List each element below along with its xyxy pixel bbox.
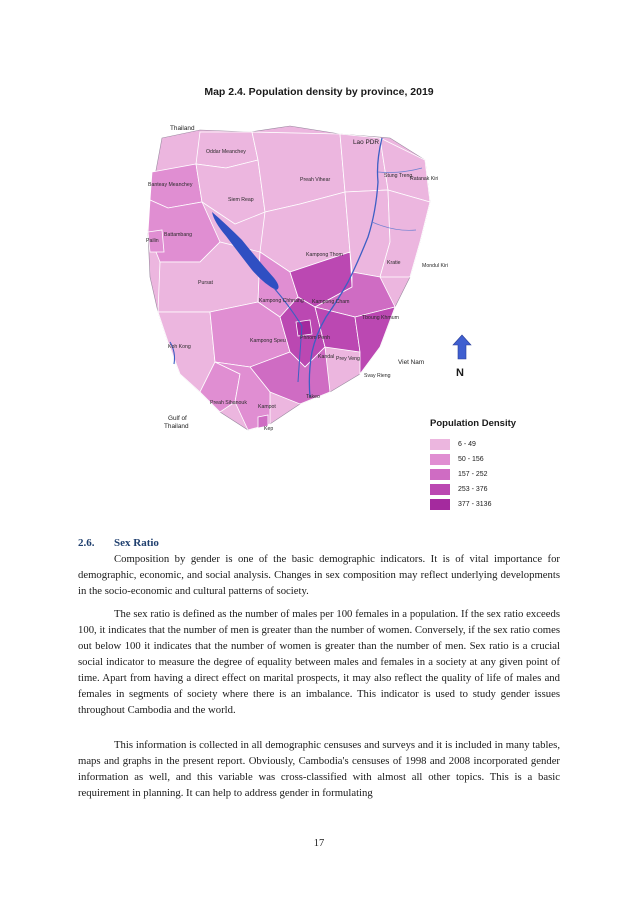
- legend-label: 253 - 376: [458, 486, 488, 493]
- paragraph-2: The sex ratio is defined as the number of males per 100 females in a population. If the sex ratio exceeds 100, it indicates that the number of men is greater than the number of women. Conversely, if the sex ratio comes out below 100 it indicates that the number of women is greater than the number of men. Sex ratio is a crucial social indicator to measure the degree of equality between males and females in a society at any given point of time. Apart from having a direct effect on marital prospects, it may also reflect the quality of life of males and females in segments of society where there is an imbalance. This indicator is used to study gender issues throughout Cambodia and the world.: [78, 608, 560, 716]
- section-number: 2.6.: [78, 537, 95, 549]
- label-thailand: Thailand: [170, 125, 195, 132]
- section-title: Sex Ratio: [114, 537, 159, 549]
- legend-item: [430, 482, 550, 497]
- label-kep: Kep: [264, 426, 274, 432]
- label-kampong-cham: Kampong Cham: [312, 299, 350, 305]
- label-tboung-khmum: Tboung Khmum: [362, 315, 399, 321]
- label-takeo: Takeo: [306, 394, 320, 400]
- north-label: N: [456, 367, 464, 379]
- legend-label: 157 - 252: [458, 471, 488, 478]
- label-koh-kong: Koh Kong: [168, 344, 191, 350]
- page-number: 17: [313, 838, 325, 849]
- legend-item: [430, 452, 550, 467]
- legend-swatch: [430, 499, 450, 510]
- label-kampong-chhnang: Kampong Chhnang: [259, 298, 304, 304]
- legend-swatch: [430, 484, 450, 495]
- legend-swatch: [430, 439, 450, 450]
- label-banteay-meanchey: Banteay Meanchey: [148, 182, 193, 188]
- label-viet-nam: Viet Nam: [398, 359, 425, 366]
- label-gulf-line2: Thailand: [164, 423, 189, 430]
- label-stung-treng: Stung Treng: [384, 173, 413, 179]
- label-prey-veng: Prey Veng: [336, 356, 360, 362]
- label-kandal: Kandal: [318, 354, 335, 360]
- label-phnom-penh: Phnom Penh: [300, 335, 330, 341]
- label-ratanakiri: Ratanak Kiri: [410, 176, 439, 182]
- legend-item: [430, 437, 550, 452]
- legend-swatch: [430, 469, 450, 480]
- paragraph-3: This information is collected in all demographic censuses and surveys and it is included in many tables, maps and graphs in the present report. Obviously, Cambodia's censuses of 1998 and 2008 incorporated gender information as well, and this variable was cross-classified with almost all other topics. This is a basic requirement in planning. It can help to address gender in formulating: [78, 739, 560, 799]
- label-kampong-speu: Kampong Speu: [250, 338, 286, 344]
- section-heading: [78, 537, 159, 549]
- label-kampot: Kampot: [258, 404, 276, 410]
- legend-label: 377 - 3136: [458, 501, 492, 508]
- legend-item: [430, 467, 550, 482]
- label-svay-rieng: Svay Rieng: [364, 373, 391, 379]
- legend-title: Population Density: [430, 418, 517, 429]
- label-battambang: Battambang: [164, 232, 192, 238]
- map-legend: [430, 418, 550, 512]
- label-kratie: Kratie: [387, 260, 401, 266]
- legend-label: 6 - 49: [458, 441, 476, 448]
- label-oddar-meanchey: Oddar Meanchey: [206, 149, 246, 155]
- legend-item: [430, 497, 550, 512]
- cambodia-population-density-map: [140, 112, 448, 442]
- label-gulf-line1: Gulf of: [168, 415, 187, 422]
- label-lao-pdr: Lao PDR: [353, 139, 379, 146]
- label-mondulkiri: Mondul Kiri: [422, 263, 448, 269]
- paragraph-1: Composition by gender is one of the basic demographic indicators. It is of vital importance for demographic, economic, and social analysis. Changes in sex composition may reflect underlying developments in the socio-economic and cultural patterns of society.: [78, 553, 560, 597]
- label-preah-sihanouk: Preah Sihanouk: [210, 400, 247, 406]
- legend-label: 50 - 156: [458, 456, 484, 463]
- label-siem-reap: Siem Reap: [228, 197, 254, 203]
- province-kratie: [345, 190, 390, 277]
- map-title: Map 2.4. Population density by province, 2019: [204, 86, 434, 98]
- label-pailin: Pailin: [146, 238, 159, 244]
- label-pursat: Pursat: [198, 280, 213, 286]
- label-preah-vihear: Preah Vihear: [300, 177, 331, 183]
- legend-swatch: [430, 454, 450, 465]
- label-kampong-thom: Kampong Thom: [306, 252, 343, 258]
- province-phnom-penh: [296, 320, 312, 336]
